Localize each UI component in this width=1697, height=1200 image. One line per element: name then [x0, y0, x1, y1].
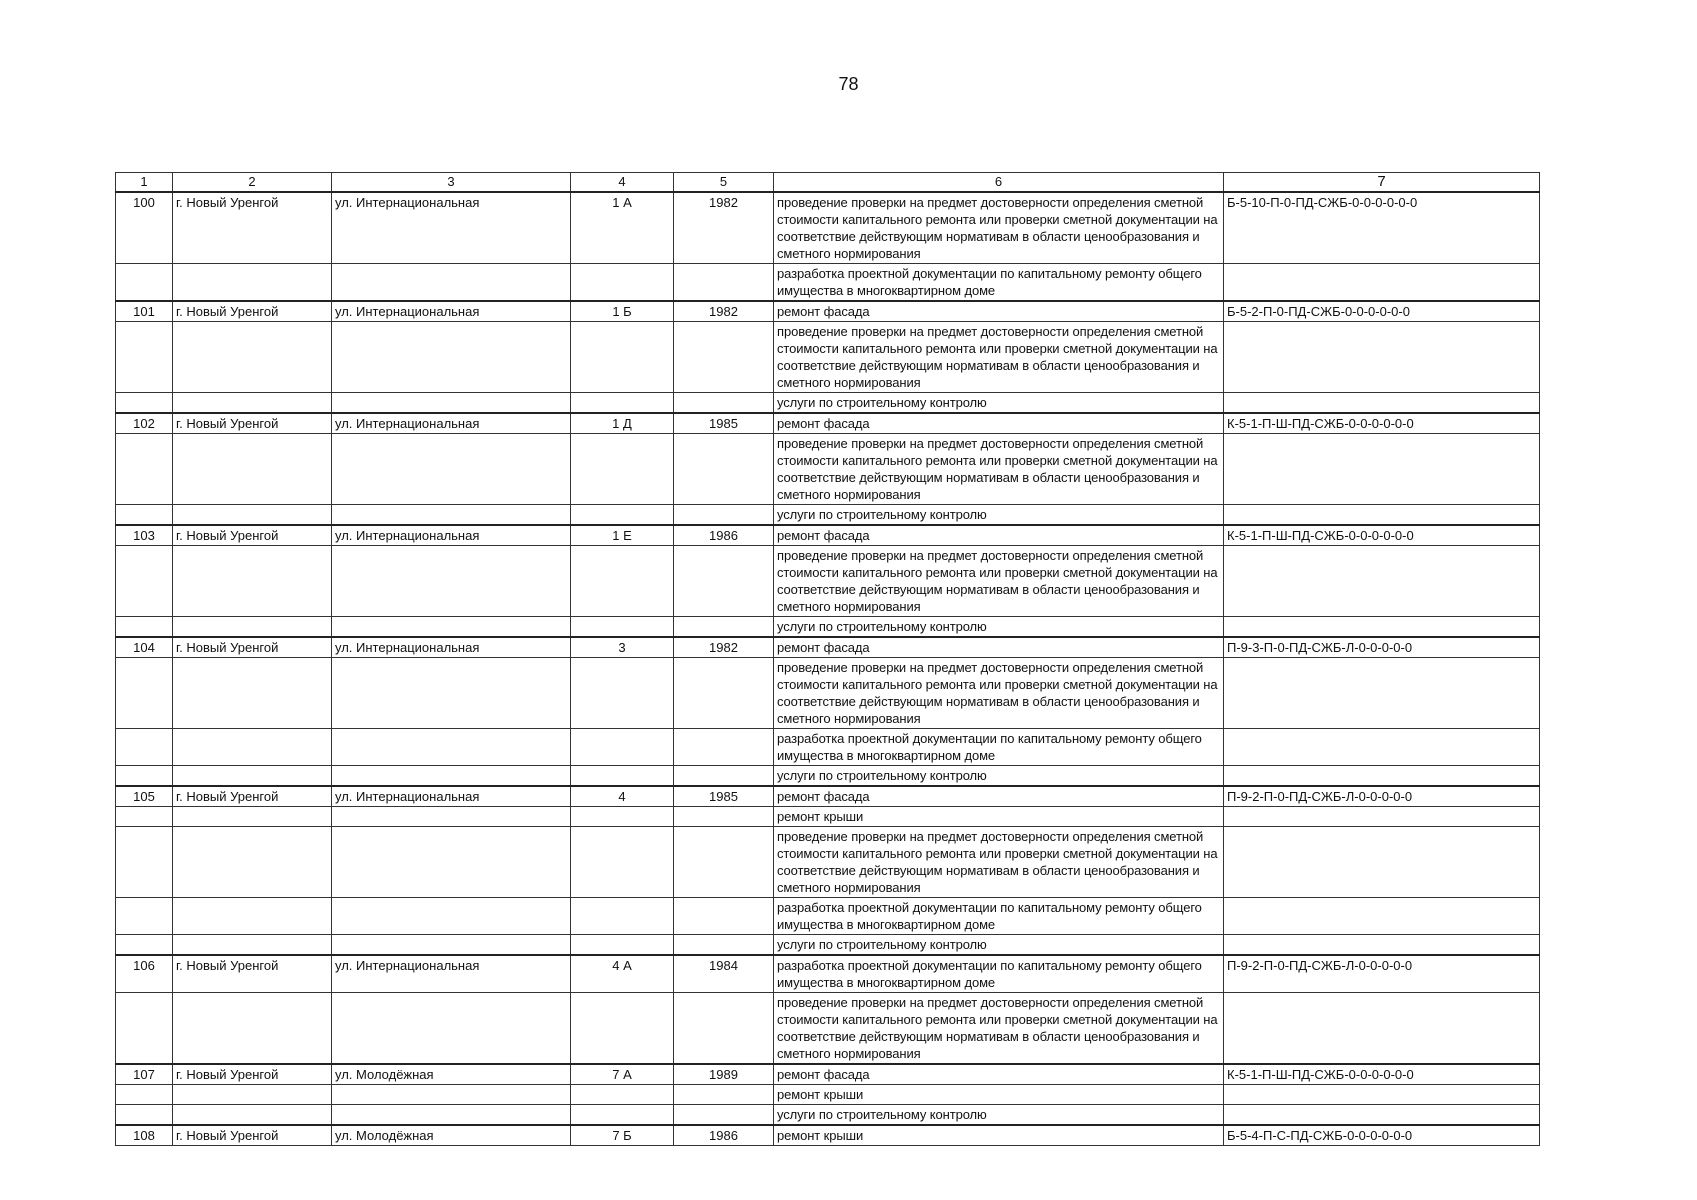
year-cell: 1986	[674, 525, 774, 546]
work-type-cell: разработка проектной документации по капитальному ремонту общего имущества в многоквартирном доме	[774, 898, 1224, 935]
house-number-cell	[571, 935, 674, 956]
year-cell	[674, 264, 774, 302]
city-cell	[173, 393, 332, 414]
code-cell	[1224, 935, 1540, 956]
city-cell	[173, 729, 332, 766]
city-cell	[173, 264, 332, 302]
page-number: 78	[838, 74, 859, 94]
work-type-cell: проведение проверки на предмет достоверности определения сметной стоимости капитального ремонта или проверки сметной документации на соответствие действующим нормативам в области ценообразования и сметного нормирования	[774, 322, 1224, 393]
work-type-cell: разработка проектной документации по капитальному ремонту общего имущества в многоквартирном доме	[774, 729, 1224, 766]
city-cell: г. Новый Уренгой	[173, 525, 332, 546]
table-row	[116, 505, 1540, 526]
code-cell	[1224, 729, 1540, 766]
street-cell: ул. Молодёжная	[332, 1064, 571, 1085]
code-cell	[1224, 1085, 1540, 1105]
work-type-cell: разработка проектной документации по капитальному ремонту общего имущества в многоквартирном доме	[774, 264, 1224, 302]
table-row	[116, 898, 1540, 935]
street-cell: ул. Интернациональная	[332, 786, 571, 807]
code-cell: П-9-3-П-0-ПД-СЖБ-Л-0-0-0-0-0	[1224, 637, 1540, 658]
code-cell	[1224, 898, 1540, 935]
table-row	[116, 1105, 1540, 1126]
work-type-cell: услуги по строительному контролю	[774, 617, 1224, 638]
work-type-cell: проведение проверки на предмет достоверности определения сметной стоимости капитального ремонта или проверки сметной документации на соответствие действующим нормативам в области ценообразования и сметного нормирования	[774, 192, 1224, 264]
year-cell: 1985	[674, 786, 774, 807]
city-cell: г. Новый Уренгой	[173, 637, 332, 658]
code-cell	[1224, 1105, 1540, 1126]
table-body	[116, 192, 1540, 1146]
works-table	[115, 172, 1540, 1146]
house-number-cell	[571, 1085, 674, 1105]
row-number	[116, 729, 173, 766]
code-cell	[1224, 993, 1540, 1065]
work-type-cell: ремонт фасада	[774, 301, 1224, 322]
column-header: 4	[571, 173, 674, 193]
row-number	[116, 807, 173, 827]
city-cell	[173, 766, 332, 787]
work-type-cell: услуги по строительному контролю	[774, 1105, 1224, 1126]
row-number	[116, 617, 173, 638]
city-cell	[173, 993, 332, 1065]
work-type-cell: ремонт крыши	[774, 807, 1224, 827]
house-number-cell	[571, 766, 674, 787]
city-cell	[173, 898, 332, 935]
year-cell: 1982	[674, 637, 774, 658]
street-cell	[332, 935, 571, 956]
street-cell: ул. Молодёжная	[332, 1125, 571, 1146]
house-number-cell: 1 Б	[571, 301, 674, 322]
row-number	[116, 322, 173, 393]
year-cell: 1984	[674, 955, 774, 993]
house-number-cell	[571, 729, 674, 766]
house-number-cell: 3	[571, 637, 674, 658]
city-cell	[173, 617, 332, 638]
year-cell	[674, 546, 774, 617]
table-row	[116, 301, 1540, 322]
city-cell: г. Новый Уренгой	[173, 1064, 332, 1085]
header-row	[116, 173, 1540, 193]
row-number: 108	[116, 1125, 173, 1146]
table-row	[116, 827, 1540, 898]
city-cell	[173, 935, 332, 956]
code-cell: Б-5-2-П-0-ПД-СЖБ-0-0-0-0-0-0	[1224, 301, 1540, 322]
street-cell	[332, 993, 571, 1065]
table-row	[116, 393, 1540, 414]
table-row	[116, 192, 1540, 264]
city-cell	[173, 1105, 332, 1126]
year-cell	[674, 322, 774, 393]
code-cell: Б-5-10-П-0-ПД-СЖБ-0-0-0-0-0-0	[1224, 192, 1540, 264]
row-number: 100	[116, 192, 173, 264]
city-cell: г. Новый Уренгой	[173, 301, 332, 322]
city-cell: г. Новый Уренгой	[173, 786, 332, 807]
street-cell: ул. Интернациональная	[332, 413, 571, 434]
house-number-cell: 4 А	[571, 955, 674, 993]
house-number-cell	[571, 546, 674, 617]
row-number	[116, 766, 173, 787]
work-type-cell: проведение проверки на предмет достоверности определения сметной стоимости капитального ремонта или проверки сметной документации на соответствие действующим нормативам в области ценообразования и сметного нормирования	[774, 993, 1224, 1065]
year-cell	[674, 505, 774, 526]
code-cell: П-9-2-П-0-ПД-СЖБ-Л-0-0-0-0-0	[1224, 786, 1540, 807]
row-number	[116, 393, 173, 414]
street-cell: ул. Интернациональная	[332, 301, 571, 322]
work-type-cell: проведение проверки на предмет достоверности определения сметной стоимости капитального ремонта или проверки сметной документации на соответствие действующим нормативам в области ценообразования и сметного нормирования	[774, 827, 1224, 898]
street-cell: ул. Интернациональная	[332, 637, 571, 658]
row-number	[116, 935, 173, 956]
table-row	[116, 617, 1540, 638]
work-type-cell: услуги по строительному контролю	[774, 505, 1224, 526]
house-number-cell: 1 А	[571, 192, 674, 264]
house-number-cell	[571, 322, 674, 393]
city-cell	[173, 827, 332, 898]
code-cell	[1224, 766, 1540, 787]
year-cell	[674, 898, 774, 935]
column-header: 7	[1224, 173, 1540, 193]
table-row	[116, 413, 1540, 434]
house-number-cell	[571, 898, 674, 935]
house-number-cell: 7 Б	[571, 1125, 674, 1146]
street-cell	[332, 322, 571, 393]
year-cell	[674, 393, 774, 414]
year-cell	[674, 1105, 774, 1126]
table-row	[116, 807, 1540, 827]
city-cell	[173, 546, 332, 617]
city-cell: г. Новый Уренгой	[173, 192, 332, 264]
work-type-cell: ремонт фасада	[774, 786, 1224, 807]
year-cell	[674, 935, 774, 956]
house-number-cell	[571, 658, 674, 729]
street-cell	[332, 1105, 571, 1126]
city-cell	[173, 505, 332, 526]
city-cell: г. Новый Уренгой	[173, 1125, 332, 1146]
house-number-cell	[571, 505, 674, 526]
street-cell: ул. Интернациональная	[332, 192, 571, 264]
column-header: 1	[116, 173, 173, 193]
street-cell	[332, 393, 571, 414]
column-header: 3	[332, 173, 571, 193]
house-number-cell	[571, 434, 674, 505]
table-row	[116, 525, 1540, 546]
code-cell: К-5-1-П-Ш-ПД-СЖБ-0-0-0-0-0-0	[1224, 413, 1540, 434]
row-number	[116, 1085, 173, 1105]
city-cell	[173, 434, 332, 505]
work-type-cell: услуги по строительному контролю	[774, 766, 1224, 787]
work-type-cell: ремонт фасада	[774, 1064, 1224, 1085]
table-row	[116, 322, 1540, 393]
work-type-cell: ремонт крыши	[774, 1085, 1224, 1105]
code-cell: П-9-2-П-0-ПД-СЖБ-Л-0-0-0-0-0	[1224, 955, 1540, 993]
table-row	[116, 546, 1540, 617]
city-cell	[173, 322, 332, 393]
street-cell	[332, 505, 571, 526]
work-type-cell: ремонт фасада	[774, 525, 1224, 546]
house-number-cell	[571, 807, 674, 827]
city-cell	[173, 807, 332, 827]
year-cell	[674, 1085, 774, 1105]
year-cell: 1989	[674, 1064, 774, 1085]
house-number-cell	[571, 617, 674, 638]
house-number-cell	[571, 264, 674, 302]
street-cell	[332, 898, 571, 935]
column-header: 6	[774, 173, 1224, 193]
street-cell	[332, 546, 571, 617]
code-cell	[1224, 322, 1540, 393]
work-type-cell: разработка проектной документации по капитальному ремонту общего имущества в многоквартирном доме	[774, 955, 1224, 993]
code-cell	[1224, 658, 1540, 729]
house-number-cell: 1 Д	[571, 413, 674, 434]
row-number: 103	[116, 525, 173, 546]
street-cell	[332, 1085, 571, 1105]
city-cell	[173, 1085, 332, 1105]
house-number-cell	[571, 393, 674, 414]
house-number-cell	[571, 827, 674, 898]
row-number: 104	[116, 637, 173, 658]
row-number	[116, 546, 173, 617]
code-cell	[1224, 827, 1540, 898]
year-cell: 1982	[674, 301, 774, 322]
year-cell	[674, 827, 774, 898]
work-type-cell: ремонт фасада	[774, 413, 1224, 434]
street-cell: ул. Интернациональная	[332, 525, 571, 546]
year-cell: 1985	[674, 413, 774, 434]
year-cell	[674, 766, 774, 787]
code-cell	[1224, 546, 1540, 617]
code-cell: К-5-1-П-Ш-ПД-СЖБ-0-0-0-0-0-0	[1224, 525, 1540, 546]
table-row	[116, 935, 1540, 956]
year-cell	[674, 617, 774, 638]
code-cell	[1224, 617, 1540, 638]
street-cell	[332, 729, 571, 766]
table-row	[116, 434, 1540, 505]
row-number	[116, 658, 173, 729]
code-cell: Б-5-4-П-С-ПД-СЖБ-0-0-0-0-0-0	[1224, 1125, 1540, 1146]
table-row	[116, 1064, 1540, 1085]
column-header: 5	[674, 173, 774, 193]
row-number	[116, 505, 173, 526]
table-row	[116, 786, 1540, 807]
table-row	[116, 955, 1540, 993]
row-number	[116, 434, 173, 505]
year-cell: 1986	[674, 1125, 774, 1146]
code-cell	[1224, 434, 1540, 505]
row-number	[116, 993, 173, 1065]
street-cell: ул. Интернациональная	[332, 955, 571, 993]
table-row	[116, 766, 1540, 787]
table-row	[116, 1125, 1540, 1146]
work-type-cell: услуги по строительному контролю	[774, 935, 1224, 956]
street-cell	[332, 766, 571, 787]
work-type-cell: услуги по строительному контролю	[774, 393, 1224, 414]
house-number-cell: 4	[571, 786, 674, 807]
work-type-cell: ремонт крыши	[774, 1125, 1224, 1146]
house-number-cell	[571, 993, 674, 1065]
house-number-cell: 7 А	[571, 1064, 674, 1085]
row-number	[116, 1105, 173, 1126]
row-number	[116, 264, 173, 302]
year-cell	[674, 807, 774, 827]
house-number-cell: 1 Е	[571, 525, 674, 546]
row-number: 102	[116, 413, 173, 434]
street-cell	[332, 617, 571, 638]
row-number: 107	[116, 1064, 173, 1085]
city-cell: г. Новый Уренгой	[173, 955, 332, 993]
code-cell: К-5-1-П-Ш-ПД-СЖБ-0-0-0-0-0-0	[1224, 1064, 1540, 1085]
code-cell	[1224, 264, 1540, 302]
work-type-cell: ремонт фасада	[774, 637, 1224, 658]
code-cell	[1224, 505, 1540, 526]
row-number: 106	[116, 955, 173, 993]
code-cell	[1224, 807, 1540, 827]
table-row	[116, 658, 1540, 729]
row-number	[116, 827, 173, 898]
city-cell: г. Новый Уренгой	[173, 413, 332, 434]
year-cell: 1982	[674, 192, 774, 264]
row-number	[116, 898, 173, 935]
year-cell	[674, 993, 774, 1065]
house-number-cell	[571, 1105, 674, 1126]
city-cell	[173, 658, 332, 729]
work-type-cell: проведение проверки на предмет достоверности определения сметной стоимости капитального ремонта или проверки сметной документации на соответствие действующим нормативам в области ценообразования и сметного нормирования	[774, 434, 1224, 505]
table-row	[116, 637, 1540, 658]
street-cell	[332, 434, 571, 505]
work-type-cell: проведение проверки на предмет достоверности определения сметной стоимости капитального ремонта или проверки сметной документации на соответствие действующим нормативам в области ценообразования и сметного нормирования	[774, 546, 1224, 617]
table-row	[116, 1085, 1540, 1105]
work-type-cell: проведение проверки на предмет достоверности определения сметной стоимости капитального ремонта или проверки сметной документации на соответствие действующим нормативам в области ценообразования и сметного нормирования	[774, 658, 1224, 729]
code-cell	[1224, 393, 1540, 414]
year-cell	[674, 434, 774, 505]
row-number: 101	[116, 301, 173, 322]
table-row	[116, 729, 1540, 766]
table-row	[116, 264, 1540, 302]
table-row	[116, 993, 1540, 1065]
year-cell	[674, 729, 774, 766]
street-cell	[332, 658, 571, 729]
column-header: 2	[173, 173, 332, 193]
street-cell	[332, 827, 571, 898]
year-cell	[674, 658, 774, 729]
row-number: 105	[116, 786, 173, 807]
street-cell	[332, 264, 571, 302]
street-cell	[332, 807, 571, 827]
